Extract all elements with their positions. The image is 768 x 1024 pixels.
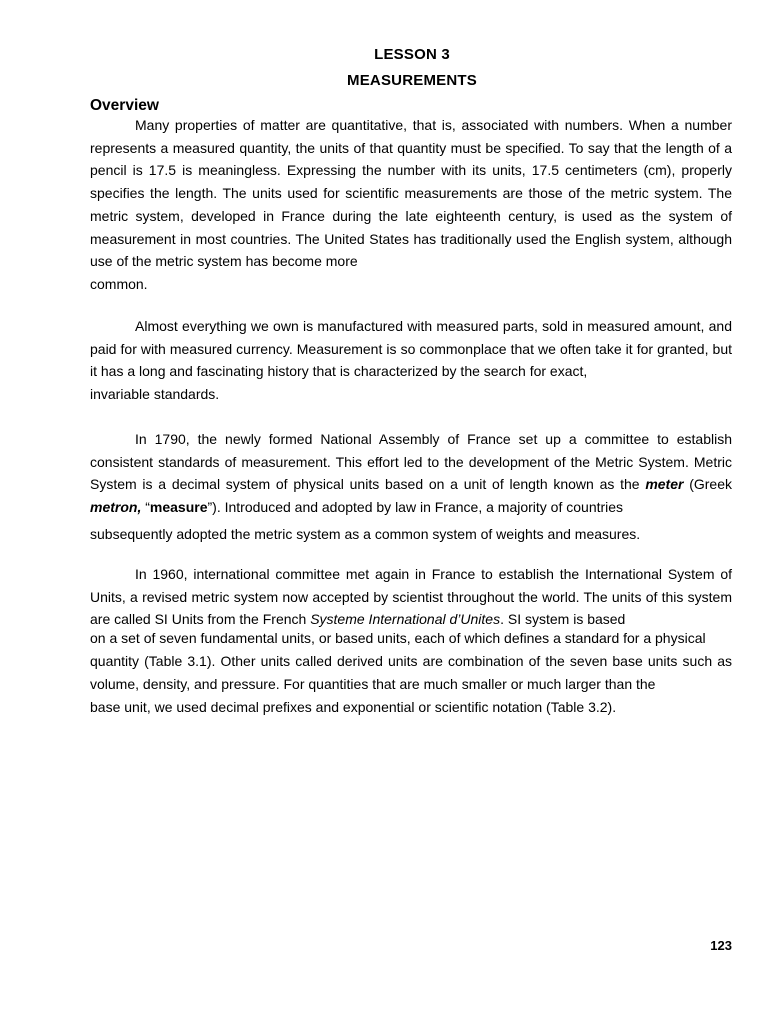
- page-number: 123: [710, 938, 732, 953]
- paragraph-1: [90, 114, 732, 296]
- paragraph-4-text-a: In 1960, international committee met again in France to establish the International System of Units, a revised metric system now accepted by scientist throughout the world. The units of this system are called SI Units from the French: [90, 566, 732, 628]
- paragraph-4-text-b: . SI system is based: [500, 611, 626, 628]
- paragraph-3-tail: subsequently adopted the metric system as a common system of weights and measures.: [90, 525, 641, 542]
- paragraph-1-text: Many properties of matter are quantitative, that is, associated with numbers. When a number represents a measured quantity, the units of that quantity must be specified. To say that the length of a pencil is 17.5 is meaningless. Expressing the number with its units, 17.5 centimeters (cm), properly specifies the length. The units used for scientific measurements are those of the metric system. The metric system, developed in France during the late eighteenth century, is used as the system of measurement in most countries. The United States has traditionally used the English system, although use of the metric system has become more: [90, 117, 732, 270]
- paragraph-2-text: Almost everything we own is manufactured with measured parts, sold in measured amount, and paid for with measured currency. Measurement is so commonplace that we often take it for granted, but it has a long and fascinating history that is characterized by the search for exact,: [90, 318, 732, 380]
- paragraph-3-text-a: In 1790, the newly formed National Assembly of France set up a committee to establish consistent standards of measurement. This effort led to the development of the Metric System. Metric System is a decimal system of physical units based on a unit of length known as the: [90, 431, 732, 493]
- paragraph-4: [90, 563, 732, 718]
- paragraph-3-text-d: ”). Introduced and adopted by law in France, a majority of countries: [207, 499, 624, 516]
- paragraph-4-tail: base unit, we used decimal prefixes and exponential or scientific notation (Table 3.2).: [90, 698, 617, 715]
- paragraph-3: [90, 428, 732, 546]
- paragraph-4-line-2: on a set of seven fundamental units, or based units, each of which defines a standard for a physical: [90, 630, 706, 647]
- term-measure: measure: [149, 499, 208, 516]
- paragraph-3-text-b: (Greek: [683, 476, 732, 493]
- lesson-heading: LESSON 3: [374, 46, 450, 63]
- paragraph-4-line-3: quantity (Table 3.1). Other units called derived units are combination of the seven base units such as volume, density, and pressure. For quantities that are much smaller or much larger than the: [90, 653, 732, 692]
- paragraph-3-text: [90, 428, 732, 519]
- paragraph-4-text: [90, 563, 732, 631]
- paragraph-3-text-c: “: [141, 499, 150, 516]
- paragraph-2: [90, 315, 732, 406]
- lesson-title: MEASUREMENTS: [347, 72, 477, 89]
- term-meter: meter: [645, 476, 684, 493]
- term-systeme-international: Systeme International d’Unites: [310, 611, 501, 628]
- term-metron: metron,: [90, 499, 142, 516]
- paragraph-1-tail: common.: [90, 275, 148, 292]
- section-title-overview: Overview: [90, 97, 159, 114]
- paragraph-2-tail: invariable standards.: [90, 386, 220, 403]
